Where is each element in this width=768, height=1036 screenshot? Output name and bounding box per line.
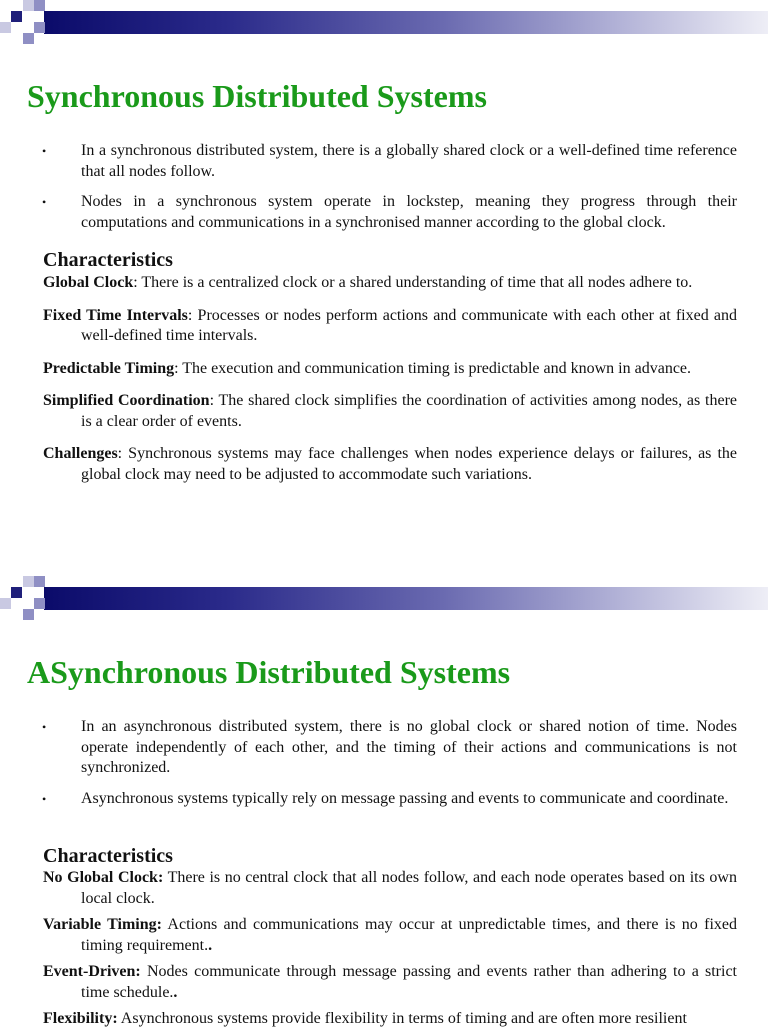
bullet-text: Asynchronous systems typically rely on message passing and events to communicate and coordinate. bbox=[81, 789, 729, 807]
term-separator: : bbox=[187, 306, 198, 324]
slide-title: ASynchronous Distributed Systems bbox=[27, 654, 511, 690]
characteristics-heading: Characteristics bbox=[43, 845, 173, 867]
characteristic-term: Flexibility: bbox=[43, 1010, 118, 1027]
characteristic-item bbox=[43, 391, 737, 432]
characteristic-item bbox=[43, 359, 737, 380]
slide-asynchronous bbox=[0, 576, 768, 1027]
term-separator: : bbox=[174, 359, 183, 377]
term-separator: : bbox=[209, 392, 219, 409]
deco-square bbox=[34, 22, 45, 33]
bullet-icon: • bbox=[42, 791, 47, 806]
characteristic-term: Challenges bbox=[43, 445, 118, 462]
gradient-bar bbox=[44, 11, 768, 34]
characteristic-item bbox=[43, 273, 737, 294]
characteristic-text: Synchronous systems may face challenges when nodes experience delays or failures, as the global clock may need to be adjusted to accommodate such variations. bbox=[81, 445, 737, 483]
characteristic-term: Global Clock bbox=[43, 274, 134, 291]
characteristic-term: Variable Timing: bbox=[43, 916, 162, 933]
bullet-text: In a synchronous distributed system, there is a globally shared clock or a well-defined time reference that all nodes follow. bbox=[81, 142, 737, 180]
header-banner bbox=[0, 576, 768, 622]
bullet-text: In an asynchronous distributed system, there is no global clock or shared notion of time. Nodes operate independently of each other, and the timing of their actions and communications is not synchronized. bbox=[81, 718, 737, 776]
trailing-period: . bbox=[173, 983, 178, 1001]
characteristics-list bbox=[0, 273, 737, 497]
characteristic-term: Fixed Time Intervals bbox=[43, 306, 188, 324]
characteristic-item bbox=[43, 962, 737, 1003]
deco-square bbox=[23, 609, 34, 620]
deco-square bbox=[0, 22, 11, 33]
characteristic-item bbox=[43, 915, 737, 956]
bullet-item bbox=[0, 192, 737, 233]
characteristic-text: The execution and communication timing is predictable and known in advance. bbox=[182, 359, 692, 377]
characteristic-text: Actions and communications may occur at unpredictable times, and there is no fixed timing requirement. bbox=[81, 916, 737, 954]
bullet-item bbox=[0, 789, 737, 810]
deco-square bbox=[23, 0, 34, 11]
deco-square bbox=[11, 587, 22, 598]
slide-title: Synchronous Distributed Systems bbox=[27, 78, 487, 114]
deco-square bbox=[11, 11, 22, 22]
characteristic-text: There is no central clock that all nodes follow, and each node operates based on its own local clock. bbox=[81, 869, 737, 907]
deco-square bbox=[34, 0, 45, 11]
trailing-period: . bbox=[208, 936, 213, 954]
bullet-item bbox=[0, 717, 737, 779]
deco-square bbox=[23, 33, 34, 44]
characteristic-text: Nodes communicate through message passing and events rather than adhering to a strict time schedule. bbox=[81, 963, 737, 1001]
characteristics-list bbox=[0, 868, 737, 1036]
characteristic-term: Event-Driven: bbox=[43, 963, 141, 980]
bullet-list bbox=[0, 141, 737, 243]
header-banner bbox=[0, 0, 768, 46]
term-separator: : bbox=[133, 274, 142, 291]
characteristic-term: No Global Clock: bbox=[43, 869, 164, 886]
bullet-item bbox=[0, 141, 737, 182]
characteristic-text: The shared clock simplifies the coordination of activities among nodes, as there is a clear order of events. bbox=[81, 392, 737, 430]
characteristic-text: Asynchronous systems provide flexibility in terms of timing and are often more resilient bbox=[120, 1010, 687, 1027]
characteristic-text: Processes or nodes perform actions and communicate with each other at fixed and well-defined time intervals. bbox=[81, 306, 738, 344]
characteristic-item bbox=[43, 306, 738, 347]
characteristic-item bbox=[43, 444, 737, 485]
characteristic-item bbox=[43, 868, 737, 909]
deco-square bbox=[34, 598, 45, 609]
characteristic-item bbox=[43, 1009, 737, 1030]
deco-square bbox=[0, 598, 11, 609]
bullet-text: Nodes in a synchronous system operate in lockstep, meaning they progress through their computations and communications in a synchronised manner according to the global clock. bbox=[81, 193, 737, 231]
characteristic-term: Predictable Timing bbox=[43, 359, 175, 377]
term-separator: : bbox=[117, 445, 129, 462]
bullet-icon: • bbox=[42, 144, 47, 158]
gradient-bar bbox=[44, 587, 768, 610]
characteristics-heading: Characteristics bbox=[43, 249, 173, 271]
bullet-icon: • bbox=[42, 195, 47, 209]
bullet-icon: • bbox=[42, 720, 47, 734]
characteristic-text: There is a centralized clock or a shared understanding of time that all nodes adhere to. bbox=[141, 274, 693, 291]
deco-square bbox=[23, 576, 34, 587]
bullet-list bbox=[0, 717, 737, 819]
characteristic-term: Simplified Coordination bbox=[43, 392, 210, 409]
deco-square bbox=[34, 576, 45, 587]
